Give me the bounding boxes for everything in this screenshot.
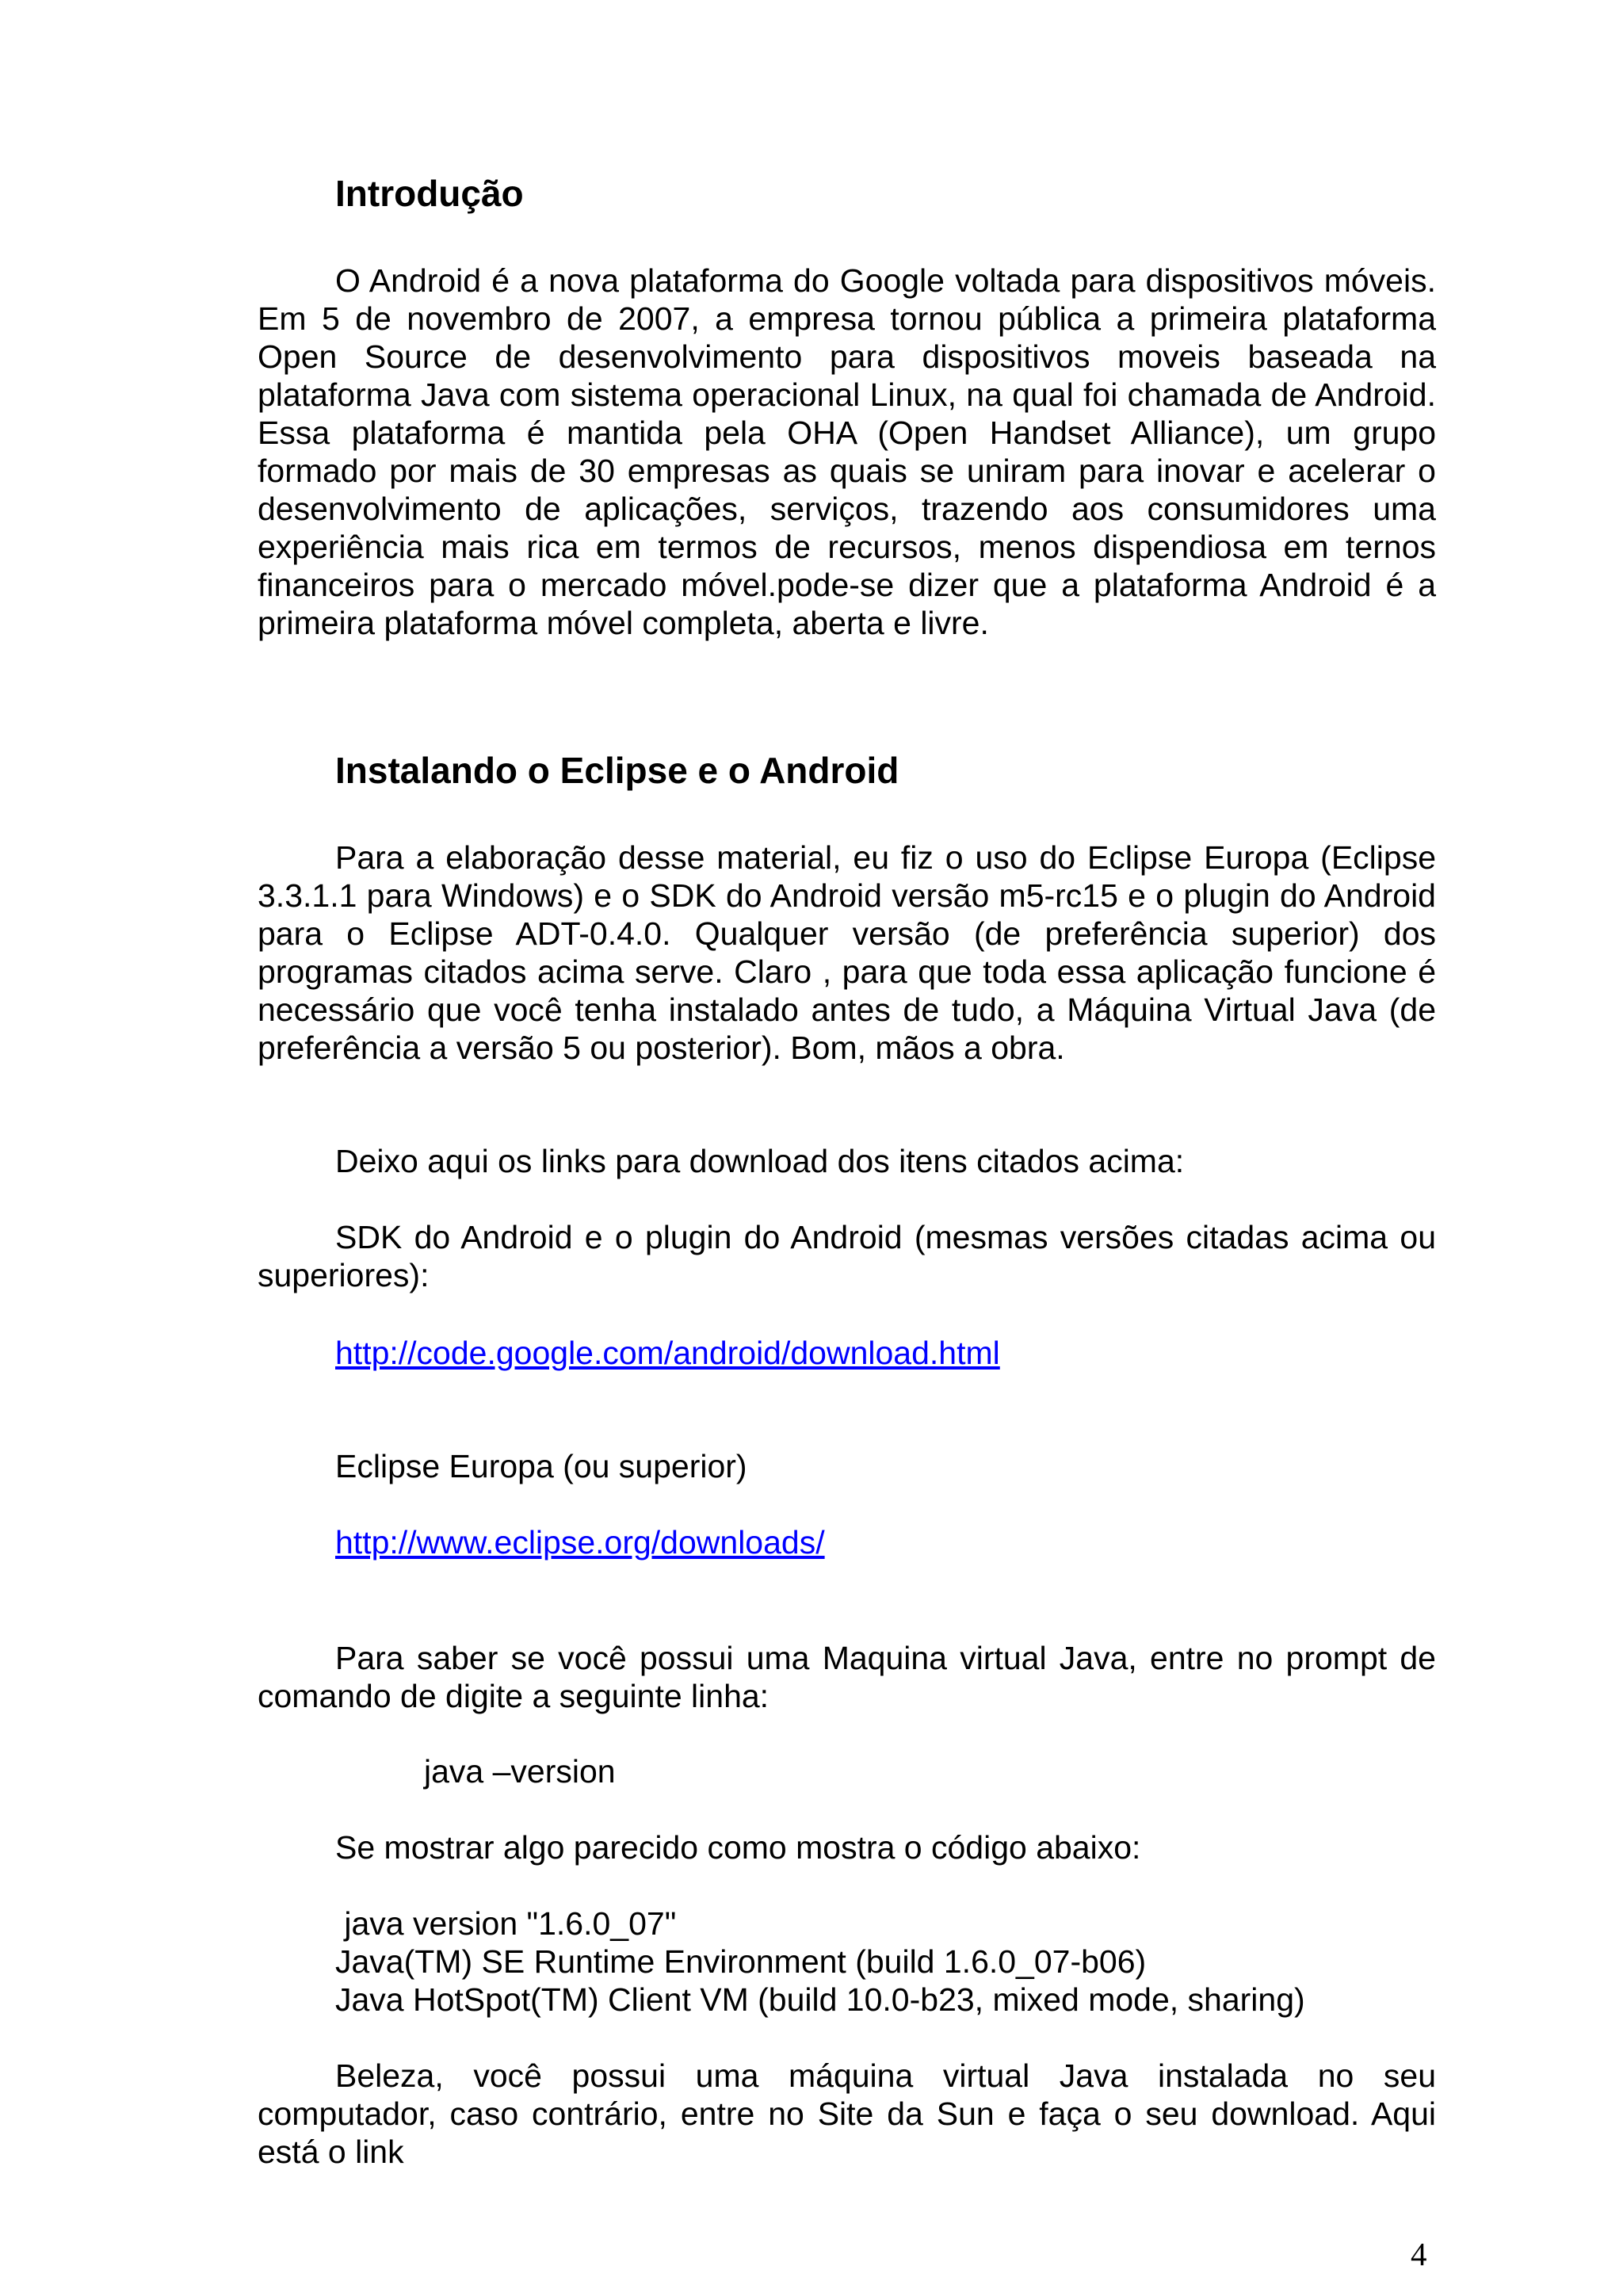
output-intro-text: Se mostrar algo parecido como mostra o código abaixo:: [335, 1829, 1141, 1866]
eclipse-download-link[interactable]: http://www.eclipse.org/downloads/: [335, 1524, 825, 1561]
output-line: java version "1.6.0_07": [335, 1905, 677, 1942]
eclipse-text: Eclipse Europa (ou superior): [335, 1448, 747, 1484]
install-paragraph: Para a elaboração desse material, eu fiz o uso do Eclipse Europa (Eclipse 3.3.1.1 para Windows) e o SDK do Android versão m5-rc15 e o plugin do Android para o Eclipse ADT-0.4.0. Qualquer versão (de preferência superior) dos programas citados acima serve. Claro , para que toda essa aplicação funcione é necessário que você tenha instalado antes de tudo, a Máquina Virtual Java (de preferência a versão 5 ou posterior). Bom, mãos a obra.: [258, 839, 1436, 1066]
intro-paragraph: O Android é a nova plataforma do Google voltada para dispositivos móveis. Em 5 de novembro de 2007, a empresa tornou pública a primeira plataforma Open Source de desenvolvimento para dispositivos moveis baseada na plataforma Java com sistema operacional Linux, na qual foi chamada de Android. Essa plataforma é mantida pela OHA (Open Handset Alliance), um grupo formado por mais de 30 empresas as quais se uniram para inovar e acelerar o desenvolvimento de aplicações, serviços, trazendo aos consumidores uma experiência mais rica em termos de recursos, menos dispendiosa em ternos financeiros para o mercado móvel.pode-se dizer que a plataforma Android é a primeira plataforma móvel completa, aberta e livre.: [258, 262, 1436, 641]
output-line: Java(TM) SE Runtime Environment (build 1.6.0_07-b06): [335, 1943, 1147, 1980]
page-number: 4: [1411, 2236, 1427, 2272]
heading-instalando: Instalando o Eclipse e o Android: [335, 750, 899, 791]
output-line: Java HotSpot(TM) Client VM (build 10.0-b23, mixed mode, sharing): [335, 1981, 1305, 2018]
links-intro-text: Deixo aqui os links para download dos itens citados acima:: [335, 1143, 1185, 1179]
sdk-text: SDK do Android e o plugin do Android (mesmas versões citadas acima ou superiores):: [258, 1219, 1436, 1293]
closing-paragraph: Beleza, você possui uma máquina virtual Java instalada no seu computador, caso contrário, entre no Site da Sun e faça o seu download. Aqui está o link: [258, 2057, 1436, 2170]
java-version-command: java –version: [424, 1753, 616, 1790]
heading-introducao: Introdução: [335, 173, 524, 214]
sdk-download-link[interactable]: http://code.google.com/android/download.html: [335, 1335, 1000, 1371]
jvm-check-paragraph: Para saber se você possui uma Maquina virtual Java, entre no prompt de comando de digite a seguinte linha:: [258, 1640, 1436, 1714]
